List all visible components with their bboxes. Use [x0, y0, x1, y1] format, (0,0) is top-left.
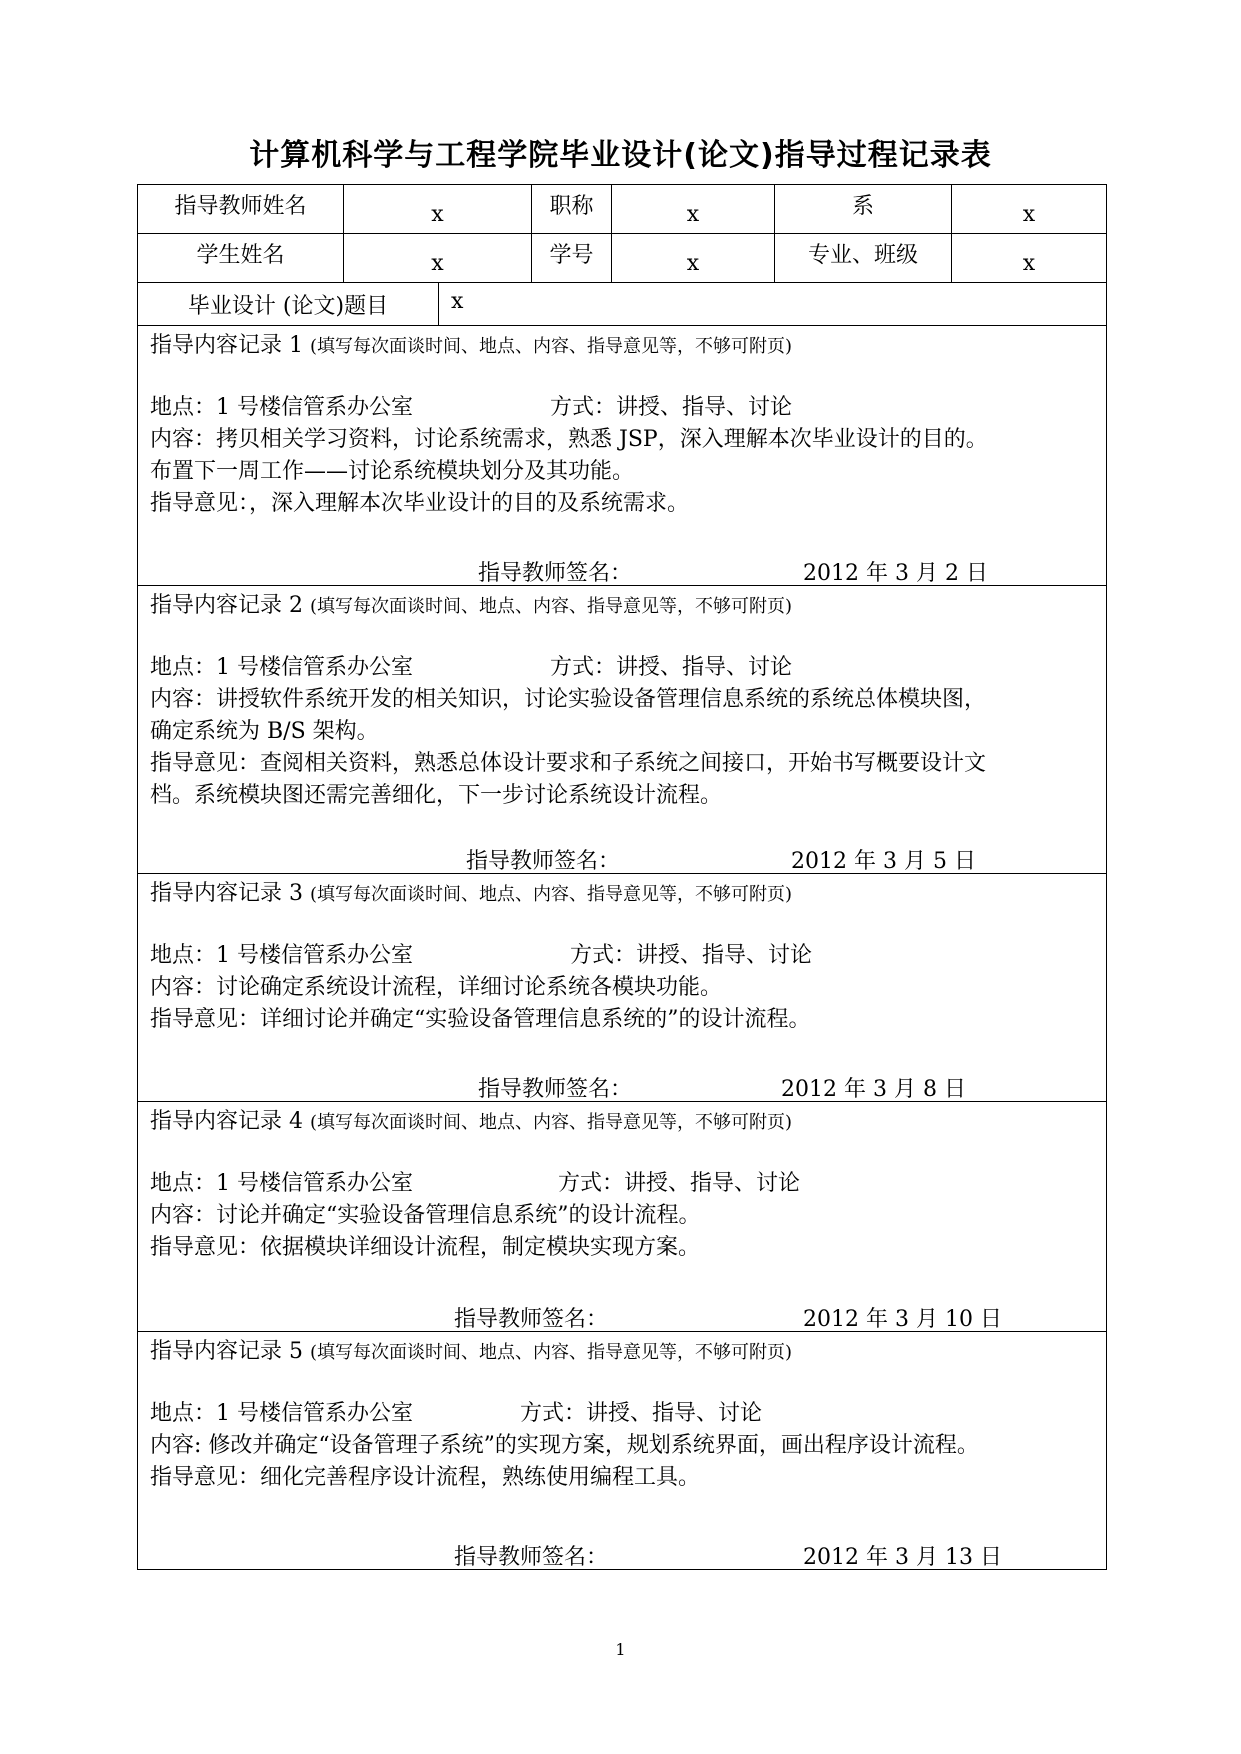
id-label-cell	[532, 234, 612, 282]
student-label: 学生姓名	[196, 243, 285, 268]
teacher-signature-label: 指导教师签名：	[478, 1077, 633, 1102]
teacher-signature-label: 指导教师签名：	[466, 849, 621, 874]
record-note: (填写每次面谈时间、地点、内容、指导意见等，不够可附页)	[310, 336, 793, 357]
record-line: 内容：讨论并确定“实验设备管理信息系统”的设计流程。	[150, 1203, 701, 1228]
record-method: 方式：讲授、指导、讨论	[520, 1401, 763, 1426]
record-line: 内容：讨论确定系统设计流程，详细讨论系统各模块功能。	[150, 975, 723, 1000]
record-body	[150, 392, 1096, 520]
record-line: 指导意见：，深入理解本次毕业设计的目的及系统需求。	[150, 491, 690, 516]
record-place-line	[150, 1168, 1096, 1200]
header-row-teacher	[138, 185, 1106, 234]
record-place-line	[150, 652, 1096, 684]
record-body	[150, 940, 1096, 1036]
record-method: 方式：讲授、指导、讨论	[570, 943, 813, 968]
guidance-record-2	[138, 586, 1106, 874]
teacher-signature-label: 指导教师签名：	[478, 561, 633, 586]
id-value-cell	[612, 234, 775, 282]
teacher-label-cell	[138, 185, 344, 233]
id-label: 学号	[549, 243, 594, 268]
record-note: (填写每次面谈时间、地点、内容、指导意见等，不够可附页)	[310, 884, 793, 905]
record-title: 指导内容记录 4	[150, 1109, 303, 1134]
record-method: 方式：讲授、指导、讨论	[558, 1171, 801, 1196]
record-place: 地点：1 号楼信管系办公室	[150, 1401, 413, 1426]
record-place: 地点：1 号楼信管系办公室	[150, 655, 413, 680]
record-title: 指导内容记录 5	[150, 1339, 303, 1364]
rank-label: 职称	[549, 194, 594, 219]
record-method: 方式：讲授、指导、讨论	[550, 655, 793, 680]
record-heading	[150, 588, 792, 619]
dept-value: x	[1022, 202, 1036, 227]
rank-label-cell	[532, 185, 612, 233]
record-place-line	[150, 940, 1096, 972]
record-line: 内容: 修改并确定“设备管理子系统”的实现方案，规划系统界面，画出程序设计流程。	[150, 1433, 979, 1458]
record-note: (填写每次面谈时间、地点、内容、指导意见等，不够可附页)	[310, 596, 793, 617]
guidance-record-table	[137, 184, 1107, 1570]
record-title: 指导内容记录 3	[150, 881, 303, 906]
header-row-topic	[138, 283, 1106, 326]
record-line: 指导意见：细化完善程序设计流程，熟练使用编程工具。	[150, 1465, 701, 1490]
record-line: 档。系统模块图还需完善细化，下一步讨论系统设计流程。	[150, 783, 723, 808]
class-value-cell	[952, 234, 1106, 282]
student-value-cell	[344, 234, 532, 282]
record-note: (填写每次面谈时间、地点、内容、指导意见等，不够可附页)	[310, 1112, 793, 1133]
teacher-label: 指导教师姓名	[174, 194, 307, 219]
student-label-cell	[138, 234, 344, 282]
id-value: x	[686, 251, 700, 276]
record-heading	[150, 328, 792, 359]
record-title: 指导内容记录 2	[150, 593, 303, 618]
topic-value: x	[451, 289, 464, 314]
rank-value: x	[686, 202, 700, 227]
dept-label: 系	[851, 194, 874, 219]
topic-label-cell	[138, 283, 439, 325]
record-line: 指导意见：依据模块详细设计流程，制定模块实现方案。	[150, 1235, 701, 1260]
record-body	[150, 652, 1096, 812]
class-value: x	[1022, 251, 1036, 276]
page-number: 1	[615, 1640, 626, 1659]
guidance-record-5	[138, 1332, 1106, 1569]
record-date: 2012 年 3 月 8 日	[781, 1077, 966, 1102]
class-label: 专业、班级	[807, 243, 918, 268]
record-heading	[150, 1104, 792, 1135]
record-line: 确定系统为 B/S 架构。	[150, 719, 379, 744]
guidance-record-3	[138, 874, 1106, 1102]
record-line: 指导意见：详细讨论并确定“实验设备管理信息系统的”的设计流程。	[150, 1007, 811, 1032]
record-note: (填写每次面谈时间、地点、内容、指导意见等，不够可附页)	[310, 1342, 793, 1363]
guidance-record-4	[138, 1102, 1106, 1332]
record-heading	[150, 1334, 792, 1365]
header-row-student	[138, 234, 1106, 283]
teacher-value: x	[431, 202, 444, 227]
record-date: 2012 年 3 月 10 日	[803, 1307, 1002, 1332]
record-date: 2012 年 3 月 13 日	[803, 1545, 1002, 1570]
record-place: 地点：1 号楼信管系办公室	[150, 395, 413, 420]
record-place-line	[150, 1398, 1096, 1430]
student-value: x	[431, 251, 444, 276]
teacher-signature-label: 指导教师签名：	[454, 1545, 609, 1570]
record-heading	[150, 876, 792, 907]
record-method: 方式：讲授、指导、讨论	[550, 395, 793, 420]
topic-label: 毕业设计 (论文)题目	[187, 294, 389, 319]
rank-value-cell	[612, 185, 775, 233]
record-title: 指导内容记录 1	[150, 333, 303, 358]
page-title: 计算机科学与工程学院毕业设计(论文)指导过程记录表	[249, 138, 992, 173]
record-place: 地点：1 号楼信管系办公室	[150, 1171, 413, 1196]
record-body	[150, 1168, 1096, 1264]
record-place-line	[150, 392, 1096, 424]
topic-value-cell	[439, 283, 1106, 325]
dept-value-cell	[952, 185, 1106, 233]
dept-label-cell	[775, 185, 952, 233]
record-line: 指导意见：查阅相关资料，熟悉总体设计要求和子系统之间接口，开始书写概要设计文	[150, 751, 987, 776]
record-line: 内容：讲授软件系统开发的相关知识，讨论实验设备管理信息系统的系统总体模块图，	[150, 687, 987, 712]
record-line: 内容：拷贝相关学习资料，讨论系统需求，熟悉 JSP，深入理解本次毕业设计的目的。	[150, 427, 988, 452]
guidance-record-1	[138, 326, 1106, 586]
teacher-signature-label: 指导教师签名：	[454, 1307, 609, 1332]
record-date: 2012 年 3 月 2 日	[803, 561, 988, 586]
record-line: 布置下一周工作——讨论系统模块划分及其功能。	[150, 459, 635, 484]
record-place: 地点：1 号楼信管系办公室	[150, 943, 413, 968]
class-label-cell	[775, 234, 952, 282]
record-body	[150, 1398, 1096, 1494]
record-date: 2012 年 3 月 5 日	[791, 849, 976, 874]
teacher-value-cell	[344, 185, 532, 233]
